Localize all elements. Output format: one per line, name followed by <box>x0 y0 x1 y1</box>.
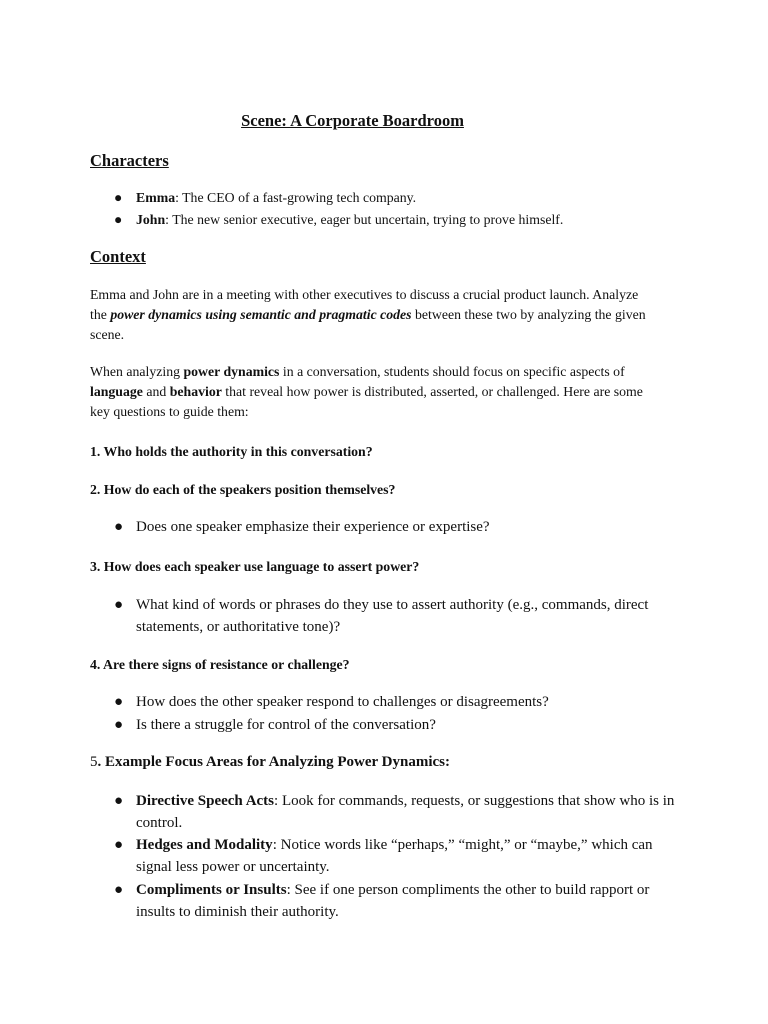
bullet-icon: ● <box>114 694 124 710</box>
bullet-icon: ● <box>114 793 124 809</box>
list-item <box>90 834 690 878</box>
question-1: 1. Who holds the authority in this conversation? <box>90 444 373 459</box>
list-item-text: Emma: The CEO of a fast-growing tech company. <box>136 190 417 205</box>
list-item-text: Hedges and Modality: Notice words like “perhaps,” “might,” or “maybe,” which can signal less power or uncertainty. <box>136 837 653 875</box>
page-title: Scene: A Corporate Boardroom <box>241 111 464 130</box>
list-item-text: How does the other speaker respond to challenges or disagreements? <box>136 694 549 710</box>
context-paragraph-2: When analyzing power dynamics in a conversation, students should focus on specific aspects of language and behavior that reveal how power is distributed, asserted, or challenged. Here are some key questions to guide them: <box>90 364 643 419</box>
context-paragraph-1: Emma and John are in a meeting with other executives to discuss a crucial product launch. Analyze the power dynamics using semantic and pragmatic codes between these two by analyzing the given scene. <box>90 287 646 342</box>
list-item <box>90 714 690 736</box>
list-item <box>90 188 690 208</box>
list-item-text: Compliments or Insults: See if one person compliments the other to build rapport or insults to diminish their authority. <box>136 882 650 920</box>
list-item <box>90 691 690 713</box>
list-item-text: John: The new senior executive, eager but uncertain, trying to prove himself. <box>136 212 564 227</box>
section-5-heading: 5. Example Focus Areas for Analyzing Power Dynamics: <box>90 754 450 770</box>
bullet-icon: ● <box>114 212 123 227</box>
bullet-icon: ● <box>114 190 123 205</box>
list-item-text: What kind of words or phrases do they use to assert authority (e.g., commands, direct statements, or authoritative tone)? <box>136 597 649 635</box>
bullet-icon: ● <box>114 717 124 733</box>
characters-heading: Characters <box>90 151 169 170</box>
list-item-text: Is there a struggle for control of the conversation? <box>136 717 436 733</box>
bullet-icon: ● <box>114 519 124 535</box>
list-item <box>90 210 690 230</box>
list-item-text: Does one speaker emphasize their experience or expertise? <box>136 519 490 535</box>
question-4: 4. Are there signs of resistance or challenge? <box>90 657 350 672</box>
bullet-icon: ● <box>114 882 124 898</box>
question-3: 3. How does each speaker use language to assert power? <box>90 559 420 574</box>
bullet-icon: ● <box>114 837 124 853</box>
bullet-icon: ● <box>114 597 124 613</box>
list-item <box>90 879 690 923</box>
question-2: 2. How do each of the speakers position themselves? <box>90 482 396 497</box>
list-item <box>90 516 690 538</box>
context-heading: Context <box>90 247 146 266</box>
list-item <box>90 790 690 834</box>
list-item-text: Directive Speech Acts: Look for commands, requests, or suggestions that show who is in control. <box>136 793 675 831</box>
list-item <box>90 594 690 638</box>
